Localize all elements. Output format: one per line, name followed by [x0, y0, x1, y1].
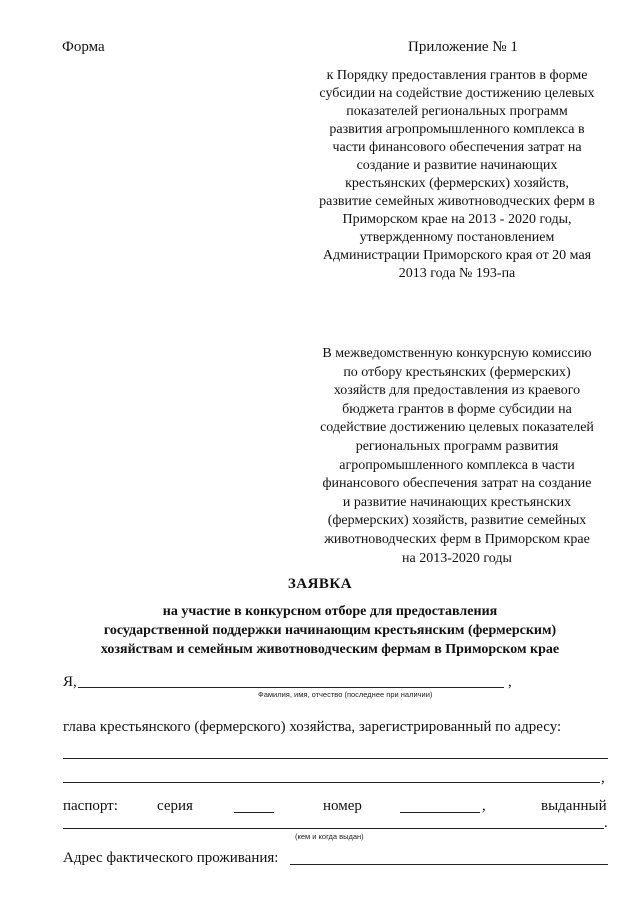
appendix-line: к Порядку предоставления грантов в форме	[326, 68, 588, 83]
actual-address-label: Адрес фактического проживания:	[63, 850, 279, 866]
i-label: Я,	[63, 674, 77, 690]
appendix-title: Приложение № 1	[408, 39, 518, 55]
appendix-line: Приморском крае на 2013 - 2020 годы,	[342, 212, 572, 227]
name-comma: ,	[508, 674, 512, 690]
application-subtitle	[40, 602, 620, 659]
head-of-farm-text: глава крестьянского (фермерского) хозяйства, зарегистрированный по адресу:	[63, 719, 562, 735]
addressee-line: хозяйств для предоставления из краевого	[333, 383, 581, 399]
addressee-line: содействие достижению целевых показателей	[320, 420, 594, 436]
appendix-line: субсидии на содействие достижению целевых	[319, 86, 595, 101]
addressee-line: (фермерских) хозяйств, развитие семейных	[327, 513, 587, 529]
appendix-line: развития агропромышленного комплекса в	[329, 122, 585, 137]
addressee-block	[292, 345, 622, 568]
number-comma: ,	[482, 798, 486, 814]
subtitle-line: государственной поддержки начинающим крестьянским (фермерским)	[103, 623, 557, 638]
addressee-line: финансового обеспечения затрат на создание	[322, 476, 592, 492]
actual-address-field[interactable]	[290, 864, 608, 865]
issued-caption: (кем и когда выдан)	[295, 832, 364, 841]
address-comma: ,	[601, 770, 605, 786]
registration-address-field-2[interactable]	[63, 782, 600, 783]
passport-series-field[interactable]	[234, 812, 274, 813]
appendix-line: 2013 года № 193-па	[398, 266, 516, 281]
addressee-line: по отбору крестьянских (фермерских)	[343, 364, 571, 380]
passport-issued-by-field[interactable]	[63, 828, 604, 829]
appendix-line: показателей региональных программ	[346, 104, 568, 119]
addressee-line: агропромышленного комплекса в части	[339, 457, 575, 473]
application-title: ЗАЯВКА	[287, 576, 353, 592]
appendix-line: части финансового обеспечения затрат на	[332, 140, 582, 155]
appendix-line: крестьянских (фермерских) хозяйств,	[345, 176, 569, 191]
full-name-field[interactable]	[78, 687, 504, 688]
passport-label: паспорт:	[63, 798, 118, 814]
addressee-line: региональных программ развития	[355, 438, 559, 454]
passport-number-field[interactable]	[400, 812, 480, 813]
addressee-line: животноводческих ферм в Приморском крае	[324, 531, 590, 547]
registration-address-field[interactable]	[63, 758, 608, 759]
appendix-line: развитие семейных животноводческих ферм в	[319, 194, 595, 209]
issued-period: .	[604, 815, 608, 831]
addressee-line: и развитие начинающих крестьянских	[342, 494, 572, 510]
addressee-line: В межведомственную конкурсную комиссию	[322, 346, 592, 361]
appendix-line: утвержденному постановлением	[359, 230, 555, 245]
full-name-caption: Фамилия, имя, отчество (последнее при наличии)	[258, 690, 433, 699]
number-label: номер	[323, 798, 362, 814]
form-label: Форма	[62, 39, 105, 55]
issued-label: выданный	[541, 798, 607, 814]
series-label: серия	[157, 798, 193, 814]
appendix-line: Администрации Приморского края от 20 мая	[322, 248, 592, 263]
subtitle-line: хозяйствам и семейным животноводческим фермам в Приморском крае	[100, 642, 560, 657]
appendix-reference	[292, 67, 622, 283]
addressee-line: на 2013-2020 годы	[402, 550, 512, 566]
addressee-line: бюджета грантов в форме субсидии на	[342, 401, 572, 417]
appendix-line: создание и развитие начинающих	[356, 158, 558, 173]
subtitle-line: на участие в конкурсном отборе для предоставления	[162, 604, 498, 619]
